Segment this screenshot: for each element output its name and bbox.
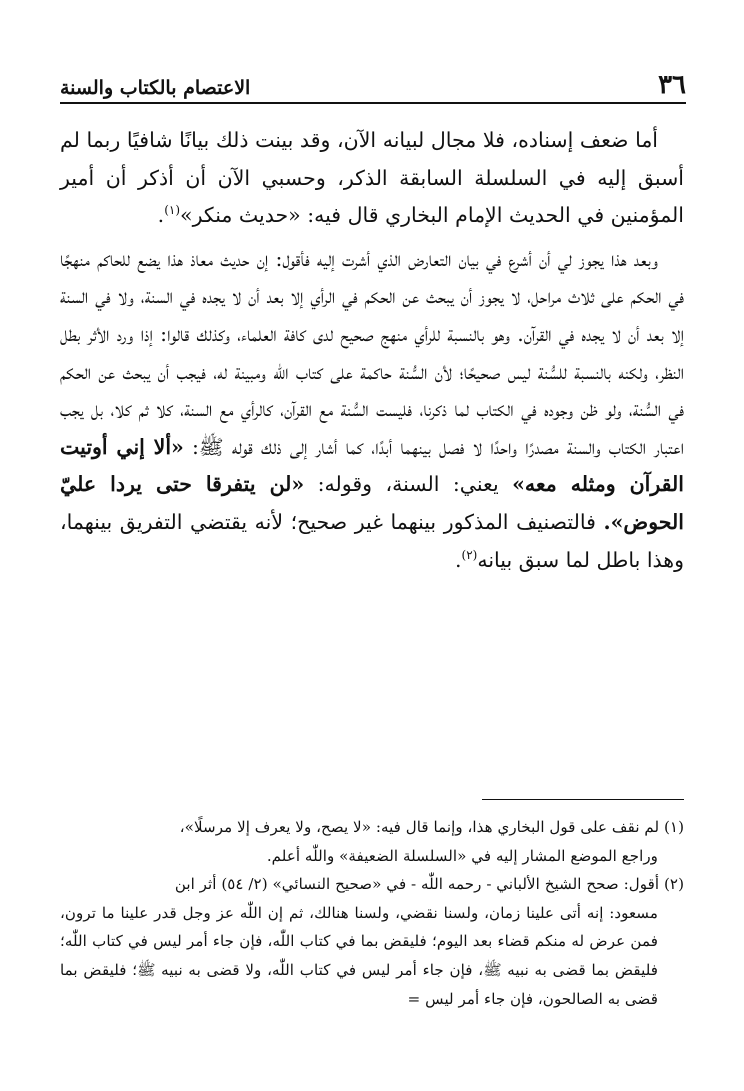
footnote-divider: [482, 799, 684, 800]
footnote-2-rest: مسعود: إنه أتى علينا زمان، ولسنا نقضي، ولسنا هنالك، ثم إن اللّٰه عز وجل قدر علينا ما ترون، فمن عرض له منكم قضاء بعد اليوم؛ فليقض بما في كتاب اللّٰه، فإن جاء أمر ليس في كتاب اللّٰه؛ فليقض بما قضى به نبيه ﷺ، فإن جاء أمر ليس في كتاب اللّٰه، ولا قضى به نبيه ﷺ؛ فليقض بما قضى به الصالحون، فإن جاء أمر ليس =: [60, 903, 658, 1008]
footnotes: [60, 813, 684, 1013]
paragraph-2-part-b: يعني: السنة، وقوله:: [317, 472, 499, 497]
footnote-ref-2: (٢): [461, 547, 478, 562]
footnote-2: [60, 870, 684, 899]
paragraph-2-part-a: وبعد هذا يجوز لي أن أشرع في بيان التعارض الذي أشرت إليه فأقول: إن حديث معاذ هذا يضع للحاكم منهجًا في الحكم على ثلاث مراحل، لا يجوز أن يبحث عن الحكم في الرأي إلا بعد أن لا يجده في السنة، ولا في السنة إلا بعد أن لا يجده في القرآن. وهو بالنسبة للرأي منهج صحيح لدى كافة العلماء، وكذلك قالوا: إذا ورد الأثر بطل النظر، ولكنه بالنسبة للسُّنة ليس صحيحًا؛ لأن السُّنة حاكمة على كتاب اللّٰه ومبينة له، فيجب أن يبحث عن الحكم في السُّنة، ولو ظن وجوده في الكتاب لما ذكرنا، فليست السُّنة مع القرآن، كالرأي مع السنة، كلا ثم كلا، بل يجب اعتبار الكتاب والسنة مصدرًا واحدًا لا فصل بينهما أبدًا، كما أشار إلى ذلك قوله ﷺ:: [60, 246, 684, 459]
hadith-quote-2: «لن يتفرقا حتى يردا عليّ الحوض».: [60, 472, 684, 534]
footnote-1: [60, 813, 684, 842]
paragraph-2-end: .: [454, 547, 462, 572]
page-number: ٣٦: [658, 70, 686, 100]
paragraph-1-end: .: [157, 203, 165, 228]
paragraph-2-part-c: فالتصنيف المذكور بينهما غير صحيح؛ لأنه يقتضي التفريق بينهما، وهذا باطل لما سبق بيانه: [60, 509, 684, 572]
footnote-1-number: (١): [663, 818, 684, 836]
footnote-2-number: (٢): [663, 875, 684, 894]
footnote-1-continuation: [60, 842, 684, 871]
footnote-1-line-1: لم نقف على قول البخاري هذا، وإنما قال فيه: «لا يصح، ولا يعرف إلا مرسلًا»،: [179, 818, 660, 836]
footnote-2-continuation: [60, 899, 684, 1013]
running-title: الاعتصام بالكتاب والسنة: [60, 77, 251, 99]
footnote-ref-1: (١): [164, 203, 181, 218]
paragraph-1: [60, 122, 684, 235]
main-text: [60, 122, 684, 579]
paragraph-1-text: أما ضعف إسناده، فلا مجال لبيانه الآن، وقد بينت ذلك بيانًا شافيًا ربما لم أسبق إليه في السلسلة السابقة الذكر، وحسبي الآن أن أذكر أن أمير المؤمنين في الحديث الإمام البخاري قال فيه: «حديث منكر»: [60, 128, 684, 228]
footnote-1-line-2: وراجع الموضع المشار إليه في «السلسلة الضعيفة» واللّٰه أعلم.: [266, 846, 658, 865]
hadith-quote-1: «ألا إني أوتيت القرآن ومثله معه»: [60, 434, 684, 497]
footnote-2-line-1: أقول: صحح الشيخ الألباني - رحمه اللّٰه - في «صحيح النسائي» (٢/ ٥٤) أثر ابن: [174, 875, 660, 894]
page-header: [60, 60, 686, 104]
paragraph-2: [60, 241, 684, 579]
